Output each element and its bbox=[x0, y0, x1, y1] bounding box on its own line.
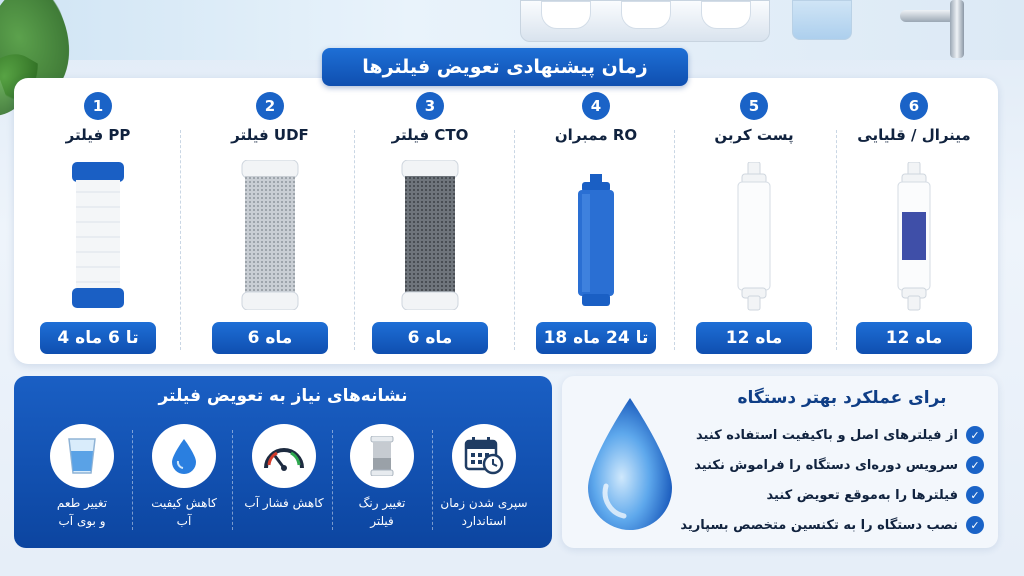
sign-label: سپری شدن زمان استاندارد bbox=[440, 496, 528, 528]
filter-number-badge: 1 bbox=[84, 92, 112, 120]
filter-card-post-carbon bbox=[674, 78, 834, 364]
column-divider bbox=[180, 130, 181, 350]
water-drop-icon bbox=[152, 424, 216, 488]
filter-name: ممبران RO bbox=[554, 126, 638, 144]
replacement-signs-panel bbox=[14, 376, 552, 548]
pressure-gauge-icon bbox=[252, 424, 316, 488]
calendar-clock-icon bbox=[452, 424, 516, 488]
tip-item: نصب دستگاه را به تکنسین متخصص بسپارید ✓ bbox=[654, 514, 984, 536]
check-icon: ✓ bbox=[966, 426, 984, 444]
replacement-duration: 18 تا 24 ماه bbox=[536, 322, 656, 354]
filter-number-badge: 5 bbox=[740, 92, 768, 120]
page-title: زمان پیشنهادی تعویض فیلترها bbox=[322, 48, 688, 86]
sign-pressure-drop bbox=[234, 424, 334, 544]
sign-label: تغییر طعم و بوی آب bbox=[56, 496, 108, 528]
filter-card-pp bbox=[18, 78, 178, 364]
sign-time-passed bbox=[434, 424, 534, 544]
faucet-image bbox=[900, 0, 980, 60]
filters-panel bbox=[14, 78, 998, 364]
filter-name: مینرال / قلیایی bbox=[857, 126, 971, 144]
filter-number-badge: 3 bbox=[416, 92, 444, 120]
water-glass-icon bbox=[50, 424, 114, 488]
filter-number-badge: 4 bbox=[582, 92, 610, 120]
filter-number-badge: 2 bbox=[256, 92, 284, 120]
udf-cartridge-icon bbox=[240, 160, 300, 310]
tip-item: سرویس دوره‌ای دستگاه را فراموش نکنید ✓ bbox=[684, 454, 984, 476]
ro-membrane-icon bbox=[574, 174, 618, 314]
water-glass-image bbox=[792, 0, 852, 40]
replacement-duration: 12 ماه bbox=[856, 322, 972, 354]
filter-card-udf bbox=[190, 78, 350, 364]
sign-divider bbox=[232, 430, 233, 530]
replacement-duration: 12 ماه bbox=[696, 322, 812, 354]
cto-cartridge-icon bbox=[400, 160, 460, 310]
sign-label: تغییر رنگ فیلتر bbox=[358, 496, 406, 528]
tip-item: از فیلترهای اصل و باکیفیت استفاده کنید ✓ bbox=[684, 424, 984, 446]
filter-name: پست کربن bbox=[714, 126, 794, 144]
water-drop-icon bbox=[580, 394, 680, 534]
sign-label: کاهش کیفیت آب bbox=[151, 496, 217, 528]
check-icon: ✓ bbox=[966, 486, 984, 504]
signs-title: نشانه‌های نیاز به تعویض فیلتر bbox=[158, 386, 408, 406]
filter-card-ro bbox=[516, 78, 676, 364]
check-icon: ✓ bbox=[966, 516, 984, 534]
pp-cartridge-icon bbox=[70, 162, 126, 308]
performance-tips-panel bbox=[562, 376, 998, 548]
inline-cartridge-icon bbox=[734, 162, 774, 312]
sign-label: کاهش فشار آب bbox=[244, 496, 324, 510]
filter-name: فیلتر PP bbox=[65, 126, 131, 144]
replacement-duration: 6 ماه bbox=[212, 322, 328, 354]
filter-name: فیلتر UDF bbox=[231, 126, 309, 144]
sign-color-change bbox=[332, 424, 432, 544]
check-icon: ✓ bbox=[966, 456, 984, 474]
filter-card-cto bbox=[350, 78, 510, 364]
replacement-duration: 4 تا 6 ماه bbox=[40, 322, 156, 354]
sign-quality-drop bbox=[134, 424, 234, 544]
sign-taste-change bbox=[32, 424, 132, 544]
mineral-cartridge-icon bbox=[894, 162, 934, 312]
column-divider bbox=[514, 130, 515, 350]
performance-title: برای عملکرد بهتر دستگاه bbox=[737, 388, 947, 408]
purifier-device-image bbox=[520, 0, 770, 42]
filter-card-mineral bbox=[834, 78, 994, 364]
tip-item: فیلترها را به‌موقع تعویض کنید ✓ bbox=[684, 484, 984, 506]
filter-number-badge: 6 bbox=[900, 92, 928, 120]
replacement-duration: 6 ماه bbox=[372, 322, 488, 354]
filter-name: فیلتر CTO bbox=[391, 126, 469, 144]
dirty-filter-icon bbox=[350, 424, 414, 488]
